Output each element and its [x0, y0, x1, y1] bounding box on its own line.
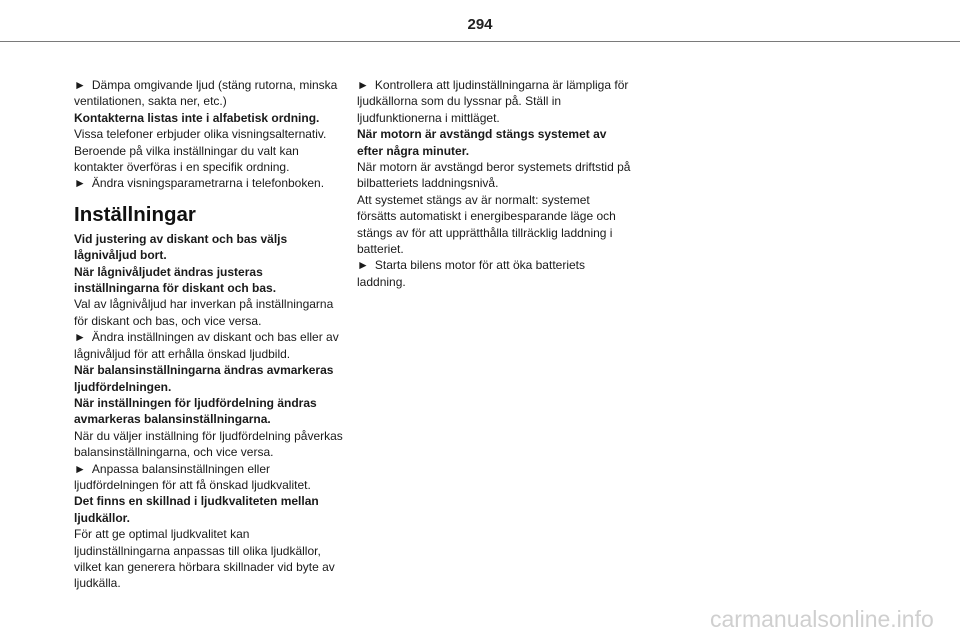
paragraph-text: Vissa telefoner erbjuder olika visningsalternativ. Beroende på vilka inställningar du valt kan kontakter överföras i en specifik ordning. — [74, 127, 327, 175]
page-number: 294 — [467, 16, 493, 33]
bold-paragraph — [74, 110, 344, 126]
paragraph — [74, 428, 344, 461]
paragraph-text: När motorn är avstängd stängs systemet av efter några minuter. — [357, 127, 607, 158]
instruction-paragraph — [74, 329, 344, 362]
arrow-icon: ► — [357, 78, 369, 92]
paragraph-text: Vid justering av diskant och bas väljs lågnivåljud bort. — [74, 231, 288, 263]
instruction-paragraph — [74, 461, 344, 494]
paragraph-text: Ändra inställningen av diskant och bas eller av lågnivåljud för att erhålla önskad ljudbild. — [74, 330, 339, 361]
bold-paragraph — [74, 231, 344, 264]
paragraph-text: När inställningen för ljudfördelning ändras avmarkeras balansinställningarna. — [74, 395, 317, 427]
paragraph — [357, 159, 632, 192]
arrow-icon: ► — [74, 78, 86, 92]
bold-paragraph — [74, 395, 344, 428]
paragraph-text: Att systemet stängs av är normalt: systemet försätts automatiskt i energibesparande läge och stängs av för att upprätthålla tillräcklig laddning i batteriet. — [357, 192, 616, 257]
paragraph-text: Dämpa omgivande ljud (stäng rutorna, minska ventilationen, sakta ner, etc.) — [74, 78, 338, 109]
bold-paragraph — [74, 493, 344, 526]
settings-text — [74, 231, 344, 592]
right-text — [357, 77, 632, 290]
paragraph-text: Val av lågnivåljud har inverkan på inställningarna för diskant och bas, och vice versa. — [74, 297, 334, 328]
instruction-paragraph — [74, 77, 344, 110]
paragraph-text: För att ge optimal ljudkvalitet kan ljudinställningarna anpassas till olika ljudkällor, vilket kan generera hörbara skillnader vid byte av ljudkälla. — [74, 527, 335, 591]
instruction-paragraph — [357, 77, 632, 126]
bold-paragraph — [357, 126, 632, 159]
paragraph-text: Anpassa balansinställningen eller ljudfördelningen för att få önskad ljudkvalitet. — [74, 461, 311, 492]
header-divider — [0, 41, 960, 42]
paragraph-text: När lågnivåljudet ändras justeras inställningarna för diskant och bas. — [74, 264, 277, 296]
arrow-icon: ► — [74, 461, 86, 476]
bold-paragraph — [74, 362, 344, 395]
watermark: carmanualsonline.info — [710, 606, 934, 632]
paragraph-text: När motorn är avstängd beror systemets driftstid på bilbatteriets laddningsnivå. — [357, 160, 631, 191]
paragraph-text: Ändra visningsparametrarna i telefonboken. — [91, 176, 325, 191]
paragraph — [357, 192, 632, 258]
intro-text — [74, 77, 344, 192]
arrow-icon: ► — [74, 330, 86, 345]
paragraph-text: När du väljer inställning för ljudfördelning påverkas balansinställningarna, och vice versa. — [74, 428, 343, 460]
instruction-paragraph — [357, 257, 632, 290]
arrow-icon: ► — [74, 176, 86, 191]
right-column — [357, 77, 632, 290]
arrow-icon: ► — [357, 258, 369, 273]
left-column — [74, 77, 344, 592]
instruction-paragraph — [74, 175, 344, 191]
paragraph — [74, 526, 344, 592]
bold-paragraph — [74, 264, 344, 297]
paragraph-text: Kontakterna listas inte i alfabetisk ordning. — [74, 110, 320, 125]
paragraph-text: Starta bilens motor för att öka batteriets laddning. — [357, 258, 585, 289]
paragraph — [74, 296, 344, 329]
paragraph — [74, 126, 344, 175]
paragraph-text: När balansinställningarna ändras avmarkeras ljudfördelningen. — [74, 363, 334, 394]
paragraph-text: Kontrollera att ljudinställningarna är lämpliga för ljudkällorna som du lyssnar på. Ställ in ljudfunktionerna i mittläget. — [357, 78, 629, 125]
paragraph-text: Det finns en skillnad i ljudkvaliteten mellan ljudkällor. — [74, 494, 319, 525]
section-heading: Inställningar — [74, 202, 196, 226]
